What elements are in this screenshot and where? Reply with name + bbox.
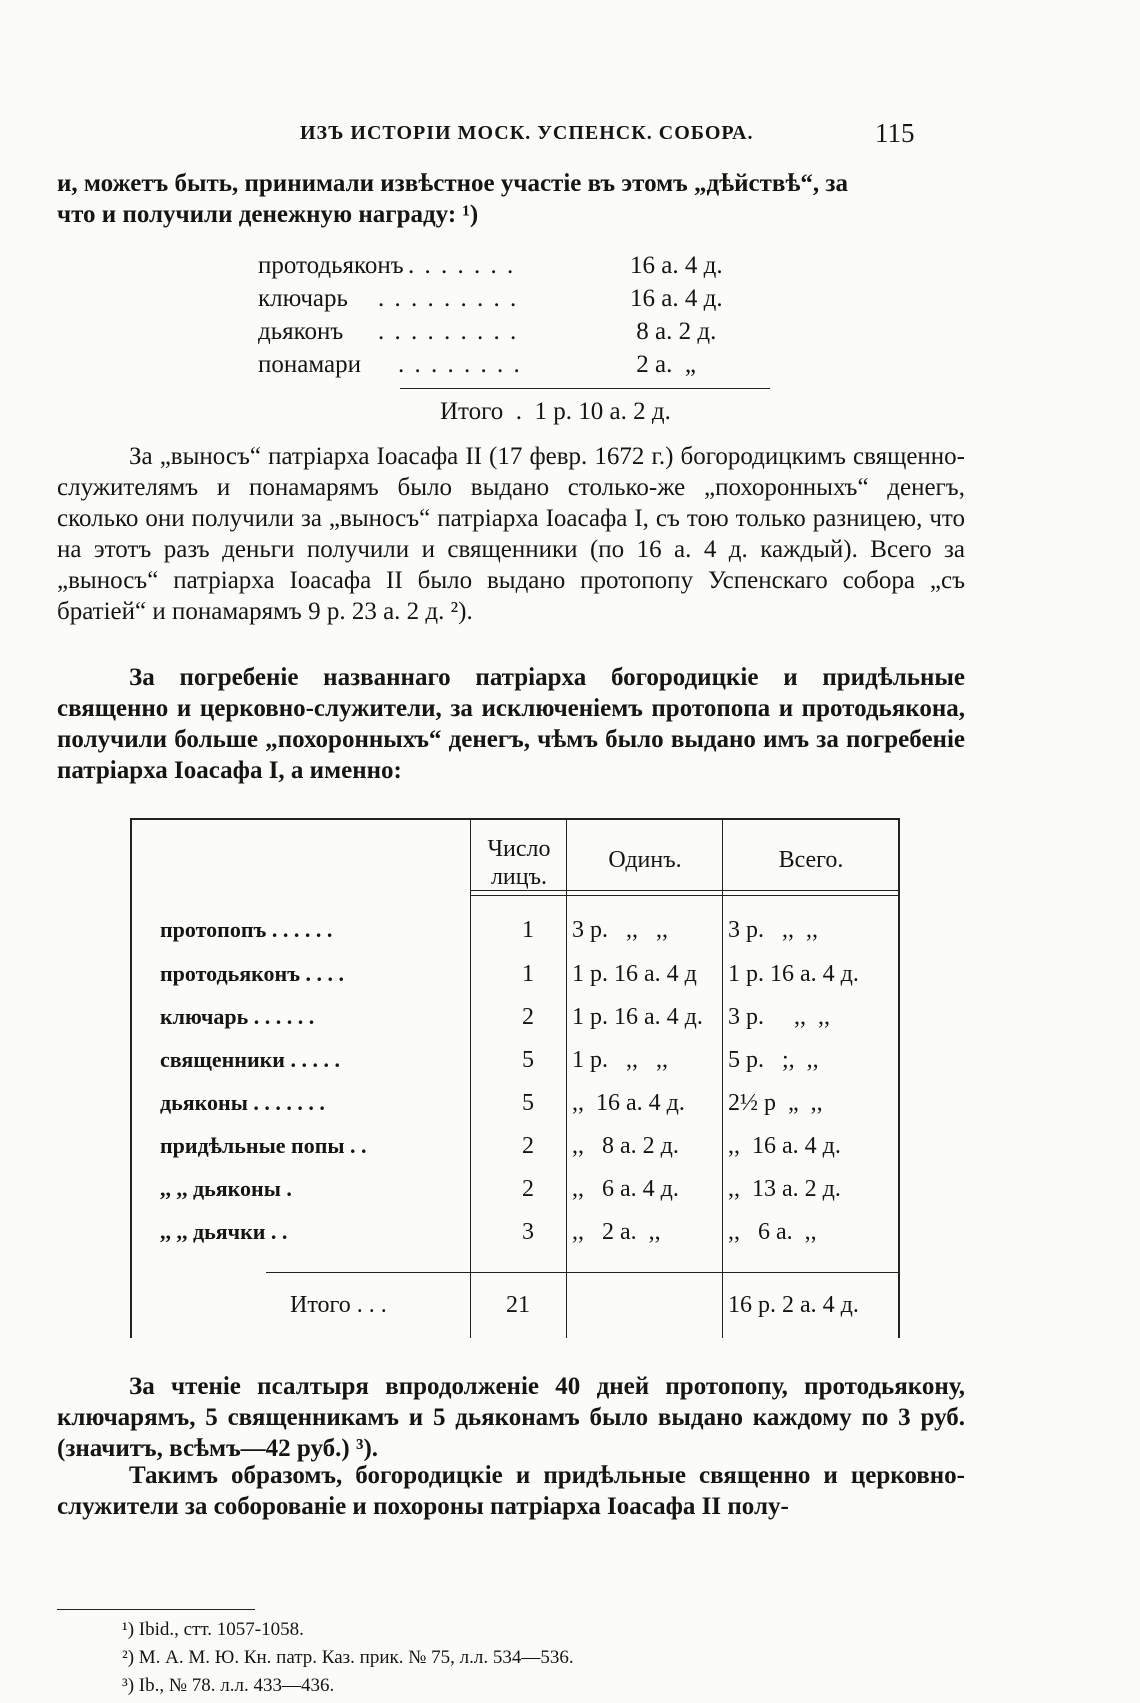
footnote-3: ³) Ib., № 78. л.л. 433—436. (122, 1675, 335, 1696)
running-title: ИЗЪ ИСТОРІИ МОСК. УСПЕНСК. СОБОРА. (300, 122, 754, 144)
paragraph-1: За „выносъ“ патріарха Іоасафа II (17 февр. 1672 г.) богородицкимъ священно-служителямъ и понамарямъ было выдано столько-же „похоронныхъ“ денегъ, сколько они получили за „выносъ“ патріарха Іоасафа I, съ тою только разницею, что на этотъ разъ деньги получили и священники (по 16 а. 4 д. каждый). Всего за „выносъ“ патріарха Іоасафа II было выдано протопопу Успенскаго собора „съ братіей“ и понамарямъ 9 р. 23 а. 2 д. ²). (57, 443, 965, 625)
footnote-2: ²) М. А. М. Ю. Кн. патр. Каз. прик. № 75, л.л. 534—536. (122, 1647, 574, 1668)
one-header: Одинъ. (608, 847, 682, 873)
all-header: Всего. (778, 847, 844, 873)
small-table-total: Итого . 1 р. 10 а. 2 д. (440, 398, 671, 425)
small-row: понамари . . . . . . . . 2 а. „ (258, 351, 696, 378)
intro-line-2: что и получили денежную награду: ¹) (57, 201, 479, 228)
small-table-rule (400, 388, 770, 389)
paragraph-3: За чтеніе псалтыря впродолженіе 40 дней протопопу, протодьякону, ключарямъ, 5 священникамъ и 5 дьяконамъ было выдано каждому по 3 руб. (значитъ, всѣмъ—42 руб.) ³). (57, 1373, 965, 1462)
small-row: дьяконъ . . . . . . . . . 8 а. 2 д. (258, 318, 717, 345)
intro-line-1: и, можетъ быть, принимали извѣстное участіе въ этомъ „дѣйствѣ“, за (57, 170, 848, 197)
burial-payment-table: Число лицъ. Одинъ. Всего. протопопъ . . . . . . 1 3 р. ,, ,, 3 р. ,, ,, протодьяконъ . . . . 1 1 р. 16 а. 4 д 1 р. 16 а. 4 д. ключарь . . . . . . 2 1 р. 16 а. 4 д. 3 р. ,, ,, священники . . . . . 5 1 р. ,, ,, 5 р. ;, ,, дьяконы . . . . . . . 5 ,, 16 а. 4 д. 2½ р „ ,, придѣльные попы . . 2 ,, 8 а. 2 д. ,, 16 а. 4 д. ,, ,, дьяконы . 2 ,, 6 а. 4 д. ,, 13 а. 2 д. ,, ,, дьячки . . 3 ,, 2 а. ,, ,, 6 а. ,, Итого . . . 21 16 р. 2 а. 4 д. (130, 818, 900, 1340)
table-total-label: Итого . . . (290, 1292, 387, 1318)
paragraph-2: За погребеніе названнаго патріарха богородицкіе и придѣльные священно и церковно-служители, за исключеніемъ протопопа и протодьякона, получили больше „похоронныхъ“ денегъ, чѣмъ было выдано имъ за погребеніе патріарха Іоасафа I, а именно: (57, 664, 965, 784)
footnote-1: ¹) Ibid., стт. 1057-1058. (122, 1619, 304, 1640)
table-total-all: 16 р. 2 а. 4 д. (728, 1292, 859, 1318)
count-header: Число лицъ. (487, 836, 551, 890)
page-number: 115 (875, 118, 915, 148)
small-row: протодьяконъ . . . . . . . 16 а. 4 д. (258, 252, 723, 279)
paragraph-4: Такимъ образомъ, богородицкіе и придѣльные священно и церковно-служители за соборованіе и похороны патріарха Іоасафа II полу- (57, 1462, 965, 1520)
small-row: ключарь . . . . . . . . . 16 а. 4 д. (258, 285, 723, 312)
table-total-count: 21 (506, 1292, 530, 1318)
small-payment-table (258, 252, 778, 384)
footnote-rule (57, 1609, 255, 1610)
